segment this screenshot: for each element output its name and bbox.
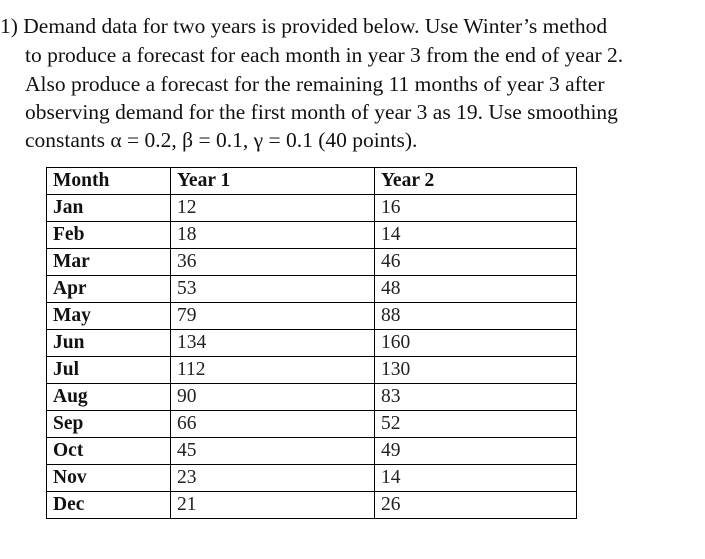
year-2-cell: 83: [375, 384, 577, 411]
header-year-1: Year 1: [171, 168, 375, 195]
table-row: [47, 195, 577, 222]
table-row: [47, 384, 577, 411]
table-row: [47, 303, 577, 330]
year-2-cell: 46: [375, 249, 577, 276]
month-cell: Nov: [47, 465, 171, 492]
year-1-cell: 134: [171, 330, 375, 357]
year-1-cell: 53: [171, 276, 375, 303]
year-2-cell: 130: [375, 357, 577, 384]
year-1-cell: 36: [171, 249, 375, 276]
month-cell: Aug: [47, 384, 171, 411]
year-1-cell: 12: [171, 195, 375, 222]
month-cell: Feb: [47, 222, 171, 249]
table-row: [47, 465, 577, 492]
year-2-cell: 49: [375, 438, 577, 465]
year-2-cell: 52: [375, 411, 577, 438]
table-row: [47, 330, 577, 357]
header-month: Month: [47, 168, 171, 195]
problem-line-3: Also produce a forecast for the remaining 11 months of year 3 after: [25, 72, 605, 96]
month-cell: Mar: [47, 249, 171, 276]
year-2-cell: 14: [375, 465, 577, 492]
month-cell: Jun: [47, 330, 171, 357]
year-1-cell: 45: [171, 438, 375, 465]
month-cell: May: [47, 303, 171, 330]
demand-table: [46, 167, 577, 519]
month-cell: Apr: [47, 276, 171, 303]
problem-line-4: observing demand for the first month of year 3 as 19. Use smoothing: [25, 100, 618, 124]
table-row: [47, 222, 577, 249]
year-1-cell: 23: [171, 465, 375, 492]
table-header-row: [47, 168, 577, 195]
year-1-cell: 66: [171, 411, 375, 438]
month-cell: Oct: [47, 438, 171, 465]
header-year-2: Year 2: [375, 168, 577, 195]
year-1-cell: 18: [171, 222, 375, 249]
table-row: [47, 438, 577, 465]
year-2-cell: 26: [375, 492, 577, 519]
year-2-cell: 16: [375, 195, 577, 222]
year-2-cell: 48: [375, 276, 577, 303]
table-row: [47, 411, 577, 438]
problem-line-5: constants α = 0.2, β = 0.1, γ = 0.1 (40 points).: [25, 128, 418, 152]
year-2-cell: 160: [375, 330, 577, 357]
year-1-cell: 90: [171, 384, 375, 411]
year-1-cell: 79: [171, 303, 375, 330]
problem-line-1: 1) Demand data for two years is provided below. Use Winter’s method: [0, 14, 608, 38]
problem-line-2: to produce a forecast for each month in year 3 from the end of year 2.: [25, 43, 624, 67]
table-row: [47, 357, 577, 384]
table-row: [47, 276, 577, 303]
table-row: [47, 249, 577, 276]
month-cell: Jan: [47, 195, 171, 222]
year-1-cell: 112: [171, 357, 375, 384]
month-cell: Sep: [47, 411, 171, 438]
month-cell: Jul: [47, 357, 171, 384]
month-cell: Dec: [47, 492, 171, 519]
year-2-cell: 88: [375, 303, 577, 330]
year-1-cell: 21: [171, 492, 375, 519]
table-row: [47, 492, 577, 519]
year-2-cell: 14: [375, 222, 577, 249]
